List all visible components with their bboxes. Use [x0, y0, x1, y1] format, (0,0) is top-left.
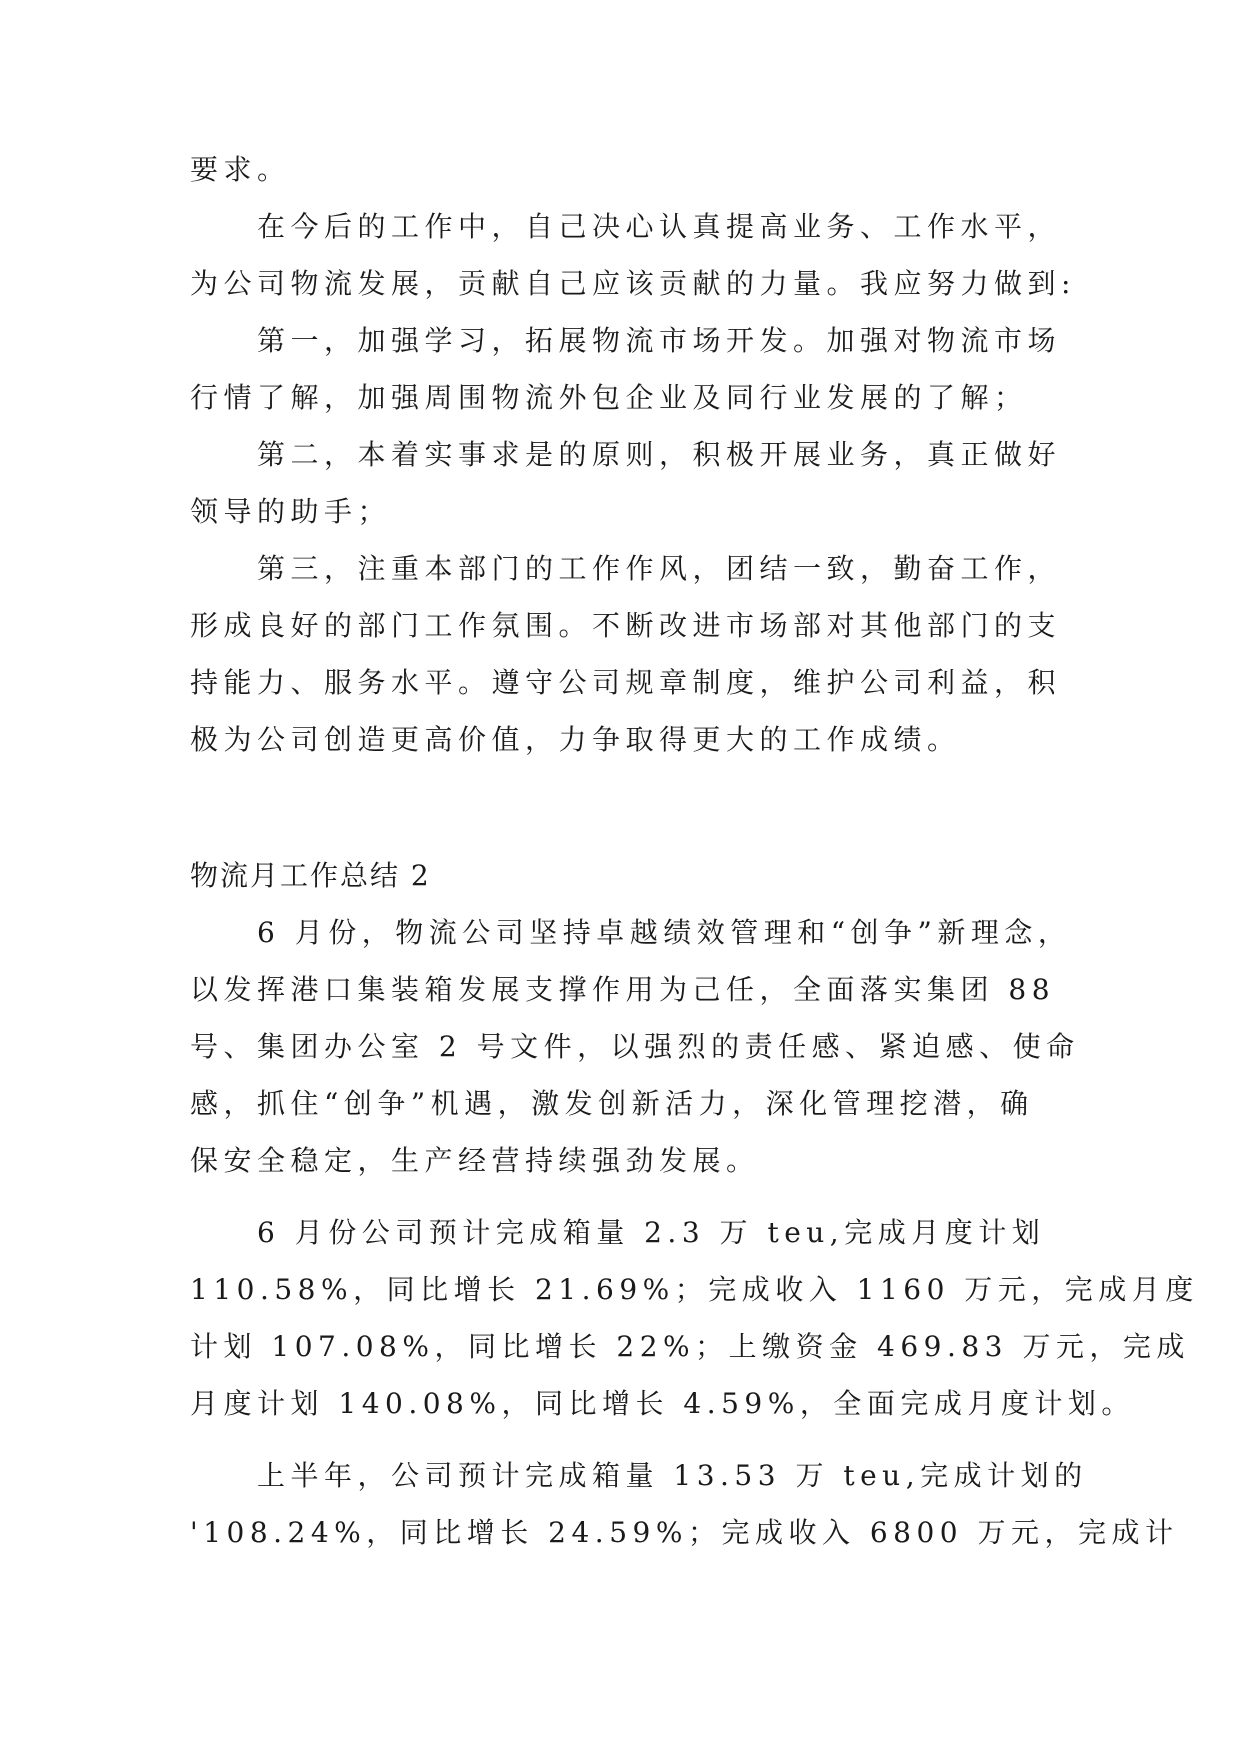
text-line-10: 持能力、服务水平。遵守公司规章制度，维护公司利益，积: [190, 666, 1062, 699]
text-line-6: 第二，本着实事求是的原则，积极开展业务，真正做好: [190, 438, 1062, 471]
text-line-22: '108.24%，同比增长 24.59%；完成收入 6800 万元，完成计: [190, 1516, 1179, 1549]
text-line-4: 第一，加强学习，拓展物流市场开发。加强对物流市场: [190, 324, 1062, 357]
text-line-7: 领导的助手；: [190, 495, 392, 528]
section-heading: 物流月工作总结 2: [190, 859, 431, 892]
text-line-21: 上半年，公司预计完成箱量 13.53 万 teu,完成计划的: [190, 1459, 1088, 1492]
text-line-17: 6 月份公司预计完成箱量 2.3 万 teu,完成月度计划: [190, 1216, 1046, 1249]
text-line-3: 为公司物流发展，贡献自己应该贡献的力量。我应努力做到:: [190, 267, 1076, 300]
text-line-20: 月度计划 140.08%，同比增长 4.59%，全面完成月度计划。: [190, 1387, 1135, 1420]
text-line-12: 6 月份，物流公司坚持卓越绩效管理和“创争”新理念，: [190, 916, 1072, 949]
text-line-18: 110.58%，同比增长 21.69%；完成收入 1160 万元，完成月度: [190, 1273, 1199, 1306]
text-line-11: 极为公司创造更高价值，力争取得更大的工作成绩。: [190, 723, 961, 756]
text-line-5: 行情了解，加强周围物流外包企业及同行业发展的了解；: [190, 381, 1028, 414]
text-line-13: 以发挥港口集装箱发展支撑作用为己任，全面落实集团 88: [190, 973, 1056, 1006]
text-line-8: 第三，注重本部门的工作作风，团结一致，勤奋工作，: [190, 552, 1062, 585]
text-line-9: 形成良好的部门工作氛围。不断改进市场部对其他部门的支: [190, 609, 1062, 642]
text-line-19: 计划 107.08%，同比增长 22%；上缴资金 469.83 万元，完成: [190, 1330, 1190, 1363]
text-line-1: 要求。: [190, 153, 291, 186]
text-line-15: 感，抓住“创争”机遇，激发创新活力，深化管理挖潜，确: [190, 1087, 1034, 1120]
text-line-2: 在今后的工作中，自己决心认真提高业务、工作水平，: [190, 210, 1062, 243]
text-line-16: 保安全稳定，生产经营持续强劲发展。: [190, 1144, 760, 1177]
text-line-14: 号、集团办公室 2 号文件，以强烈的责任感、紧迫感、使命: [190, 1030, 1080, 1063]
